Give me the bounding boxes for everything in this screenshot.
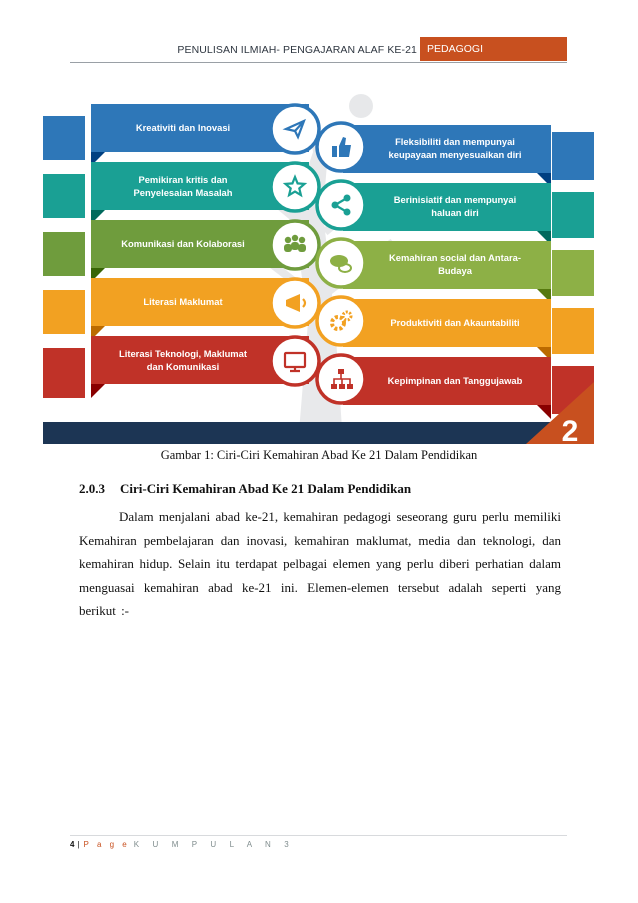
right-item-label: Kemahiran social dan Antara-	[389, 252, 521, 263]
page-footer: 4 | P a g e K U M P U L A N 3	[70, 840, 295, 849]
left-item-label-2: dan Komunikasi	[146, 361, 220, 372]
right-item-label-2: haluan diri	[431, 207, 479, 218]
section-title: Ciri-Ciri Kemahiran Abad Ke 21 Dalam Pendidikan	[120, 481, 412, 496]
skills-infographic	[43, 92, 594, 444]
left-item-label: Literasi Teknologi, Maklumat	[119, 348, 247, 359]
right-item-circle	[317, 181, 365, 229]
left-item-label: Kreativiti dan Inovasi	[135, 122, 231, 133]
figure-caption: Gambar 1: Ciri-Ciri Kemahiran Abad Ke 21 Dalam Pendidikan	[160, 448, 478, 462]
left-items	[91, 104, 319, 398]
infographic-svg	[43, 92, 594, 444]
group-name: K U M P U L A N 3	[133, 840, 295, 849]
left-item-circle	[271, 163, 319, 211]
right-item-label-2: Budaya	[438, 265, 472, 276]
right-item-label: Fleksibiliti dan mempunyai	[395, 136, 515, 147]
left-item-label-2: Penyelesaian Masalah	[133, 187, 233, 198]
right-rail	[552, 132, 594, 414]
right-item-label: Produktiviti dan Akauntabiliti	[390, 317, 520, 328]
page-number: 4	[70, 840, 75, 849]
left-item-circle	[271, 105, 319, 153]
body-paragraph: Dalam menjalani abad ke-21, kemahiran pedagogi seseorang guru perlu memiliki Kemahiran pembelajaran dan inovasi, kemahiran maklumat, media dan teknologi, dan kemahiran hidup. Selain itu terdapat pelbagai elemen yang perlu diberi perhatian dalam menguasai kemahiran abad ke-21 ini. Elemen-elemen tersebut adalah seperti yang berikut :-	[79, 509, 561, 618]
right-items	[317, 123, 551, 419]
bottom-band	[43, 422, 594, 444]
header-tag: PEDAGOGI	[420, 37, 567, 61]
left-rail	[43, 116, 85, 398]
page-word: P a g e	[83, 840, 130, 849]
right-item-label-2: keupayaan menyesuaikan diri	[388, 149, 522, 160]
section-heading	[79, 481, 411, 497]
left-item-label: Pemikiran kritis dan	[138, 174, 228, 185]
header-title: PENULISAN ILMIAH- PENGAJARAN ALAF KE-21	[177, 44, 417, 56]
left-item-label: Literasi Maklumat	[143, 296, 223, 307]
right-item-label: Berinisiatif dan mempunyai	[393, 194, 517, 205]
left-item-label: Komunikasi dan Kolaborasi	[121, 238, 245, 249]
left-item-circle	[271, 337, 319, 385]
footer-rule	[70, 835, 567, 836]
right-item-circle	[317, 297, 365, 345]
number-badge: 2	[561, 415, 579, 444]
right-item-label: Kepimpinan dan Tanggujawab	[387, 375, 523, 386]
section-number: 2.0.3	[79, 481, 105, 496]
